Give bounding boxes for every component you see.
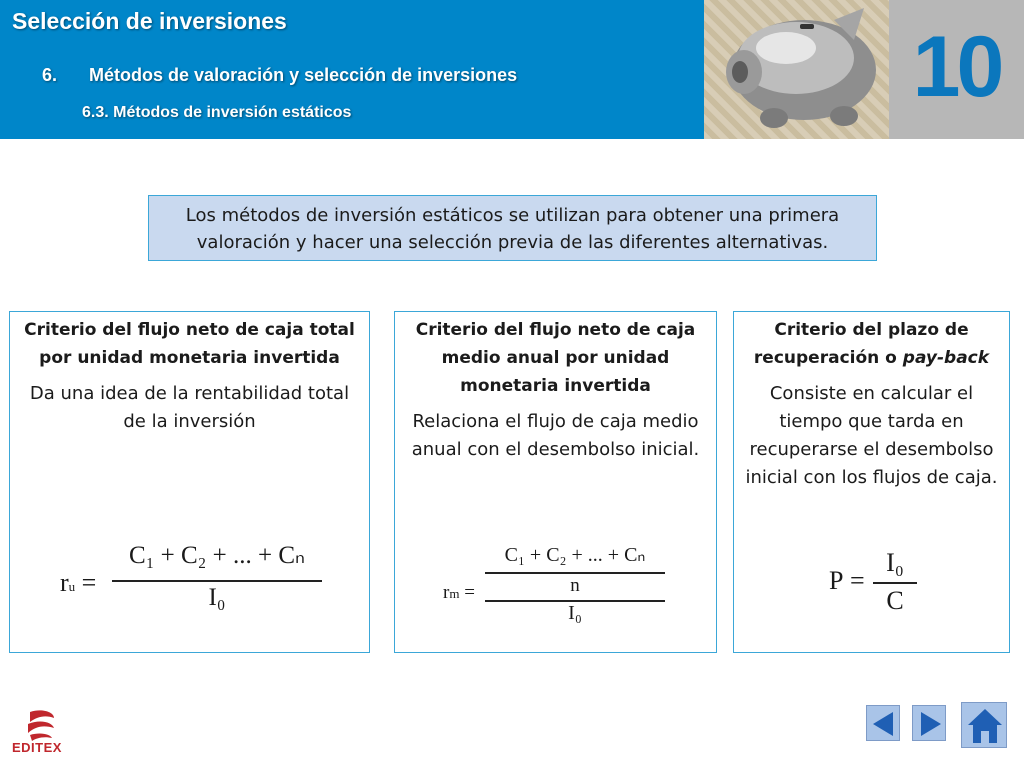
- criterion-card-total-flow: [9, 311, 370, 653]
- editex-logo[interactable]: [10, 708, 80, 758]
- section-heading: [42, 65, 517, 86]
- logo-wordmark: EDITEX: [12, 740, 62, 755]
- formula-ru: ru = C₁ + C₂ + ... + Cₙ I₀: [60, 540, 330, 630]
- formula-denominator: C: [886, 586, 904, 615]
- formula-denominator: I₀: [208, 584, 226, 611]
- next-slide-button[interactable]: [912, 705, 946, 741]
- home-button[interactable]: [961, 702, 1007, 748]
- formula-numerator: I₀: [886, 548, 904, 577]
- card-description: Da una idea de la rentabilidad total de la inversión: [29, 383, 350, 432]
- section-number: 6.: [42, 65, 58, 85]
- fraction-bar-top: [485, 572, 665, 574]
- intro-box: Los métodos de inversión estáticos se utilizan para obtener una primera valoración y hacer una selección previa de las diferentes alternativas.: [148, 195, 877, 261]
- piggy-bank-image: [704, 0, 890, 139]
- fraction-bar: [873, 582, 917, 584]
- card-description: Relaciona el flujo de caja medio anual con el desembolso inicial.: [411, 411, 700, 460]
- criterion-card-payback: [733, 311, 1010, 653]
- section-title: Métodos de valoración y selección de inversiones: [89, 65, 518, 85]
- formula-denominator: I₀: [568, 602, 582, 624]
- card-description: Consiste en calcular el tiempo que tarda en recuperarse el desembolso inicial con los flujos de caja.: [745, 383, 998, 488]
- previous-slide-button[interactable]: [866, 705, 900, 741]
- formula-lhs: r: [443, 582, 450, 603]
- triangle-right-icon: [913, 706, 947, 742]
- formula-lhs-subscript: u: [68, 579, 76, 594]
- criterion-card-average-flow: [394, 311, 717, 653]
- fraction-bar: [112, 580, 322, 582]
- formula-lhs-subscript: m: [449, 586, 460, 601]
- page-title: Selección de inversiones: [12, 8, 287, 34]
- chapter-number: 10: [912, 19, 1001, 115]
- card-title: Criterio del flujo neto de caja total por unidad monetaria invertida: [24, 320, 355, 368]
- card-title: Criterio del flujo neto de caja medio anual por unidad monetaria invertida: [415, 320, 696, 396]
- formula-lhs: r: [60, 568, 69, 597]
- formula-lhs: P: [829, 566, 844, 595]
- chapter-number-panel: [889, 0, 1024, 139]
- formula-middle: n: [570, 575, 580, 596]
- home-icon: [962, 703, 1008, 749]
- header-banner: [0, 0, 1024, 139]
- formula-numerator: C₁ + C₂ + ... + Cₙ: [504, 544, 646, 566]
- triangle-left-icon: [867, 706, 901, 742]
- formula-rm: rm = C₁ + C₂ + ... + Cₙ n I₀: [443, 542, 673, 634]
- card-title: Criterio del plazo de recuperación o pay-back: [753, 320, 990, 368]
- formula-numerator: C₁ + C₂ + ... + Cₙ: [129, 542, 305, 569]
- payback-term: pay-back: [902, 348, 990, 368]
- subsection-heading: 6.3. Métodos de inversión estáticos: [82, 104, 352, 121]
- formula-payback: P = I₀ C: [829, 548, 939, 628]
